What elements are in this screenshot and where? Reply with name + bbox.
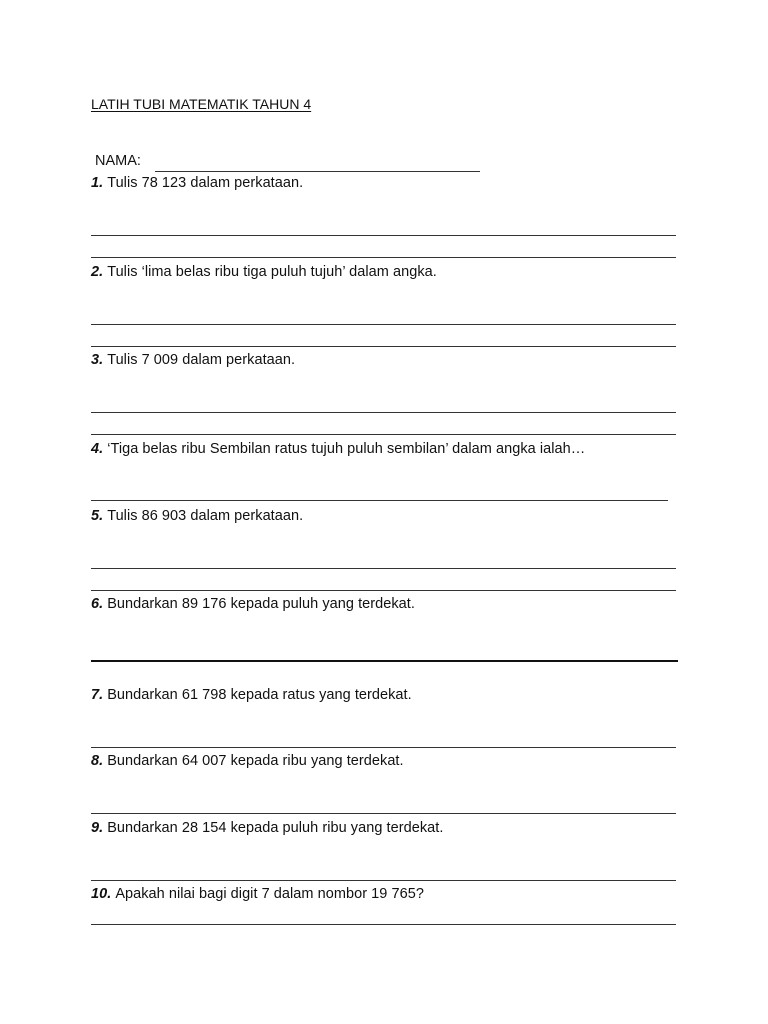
answer-line[interactable] xyxy=(91,568,676,569)
question-5 xyxy=(91,508,303,524)
question-1 xyxy=(91,175,303,191)
question-number: 9. xyxy=(91,820,104,836)
answer-line[interactable] xyxy=(91,434,676,435)
answer-line[interactable] xyxy=(91,324,676,325)
answer-line[interactable] xyxy=(91,747,676,748)
answer-line[interactable] xyxy=(91,257,676,258)
question-text: Tulis 7 009 dalam perkataan. xyxy=(107,352,296,368)
answer-line[interactable] xyxy=(91,346,676,347)
answer-line[interactable] xyxy=(91,235,676,236)
question-number: 7. xyxy=(91,687,104,703)
question-10 xyxy=(91,886,424,902)
question-8 xyxy=(91,753,404,769)
question-number: 6. xyxy=(91,596,104,612)
question-7 xyxy=(91,687,412,703)
answer-line[interactable] xyxy=(91,660,678,662)
answer-line[interactable] xyxy=(91,924,676,925)
answer-line[interactable] xyxy=(91,412,676,413)
question-text: Tulis 78 123 dalam perkataan. xyxy=(107,175,304,191)
question-text: Bundarkan 64 007 kepada ribu yang terdekat. xyxy=(107,753,404,769)
question-text: Tulis ‘lima belas ribu tiga puluh tujuh’ dalam angka. xyxy=(107,264,437,280)
answer-line[interactable] xyxy=(91,500,668,501)
question-text: Apakah nilai bagi digit 7 dalam nombor 19 765? xyxy=(115,886,424,902)
question-number: 1. xyxy=(91,175,104,191)
question-number: 4. xyxy=(91,441,104,457)
question-4 xyxy=(91,441,585,457)
question-text: Bundarkan 28 154 kepada puluh ribu yang terdekat. xyxy=(107,820,444,836)
question-text: ‘Tiga belas ribu Sembilan ratus tujuh puluh sembilan’ dalam angka ialah… xyxy=(107,441,586,457)
question-number: 3. xyxy=(91,352,104,368)
question-number: 5. xyxy=(91,508,104,524)
question-text: Bundarkan 61 798 kepada ratus yang terdekat. xyxy=(107,687,412,703)
question-9 xyxy=(91,820,443,836)
name-label: NAMA: xyxy=(95,153,141,169)
question-text: Tulis 86 903 dalam perkataan. xyxy=(107,508,304,524)
answer-line[interactable] xyxy=(91,590,676,591)
question-number: 2. xyxy=(91,264,104,280)
question-6 xyxy=(91,596,415,612)
question-number: 8. xyxy=(91,753,104,769)
question-3 xyxy=(91,352,295,368)
answer-line[interactable] xyxy=(91,813,676,814)
answer-line[interactable] xyxy=(91,880,676,881)
name-answer-line[interactable] xyxy=(155,171,480,172)
question-text: Bundarkan 89 176 kepada puluh yang terdekat. xyxy=(107,596,415,612)
question-number: 10. xyxy=(91,886,112,902)
worksheet-title: LATIH TUBI MATEMATIK TAHUN 4 xyxy=(91,96,312,112)
question-2 xyxy=(91,264,437,280)
